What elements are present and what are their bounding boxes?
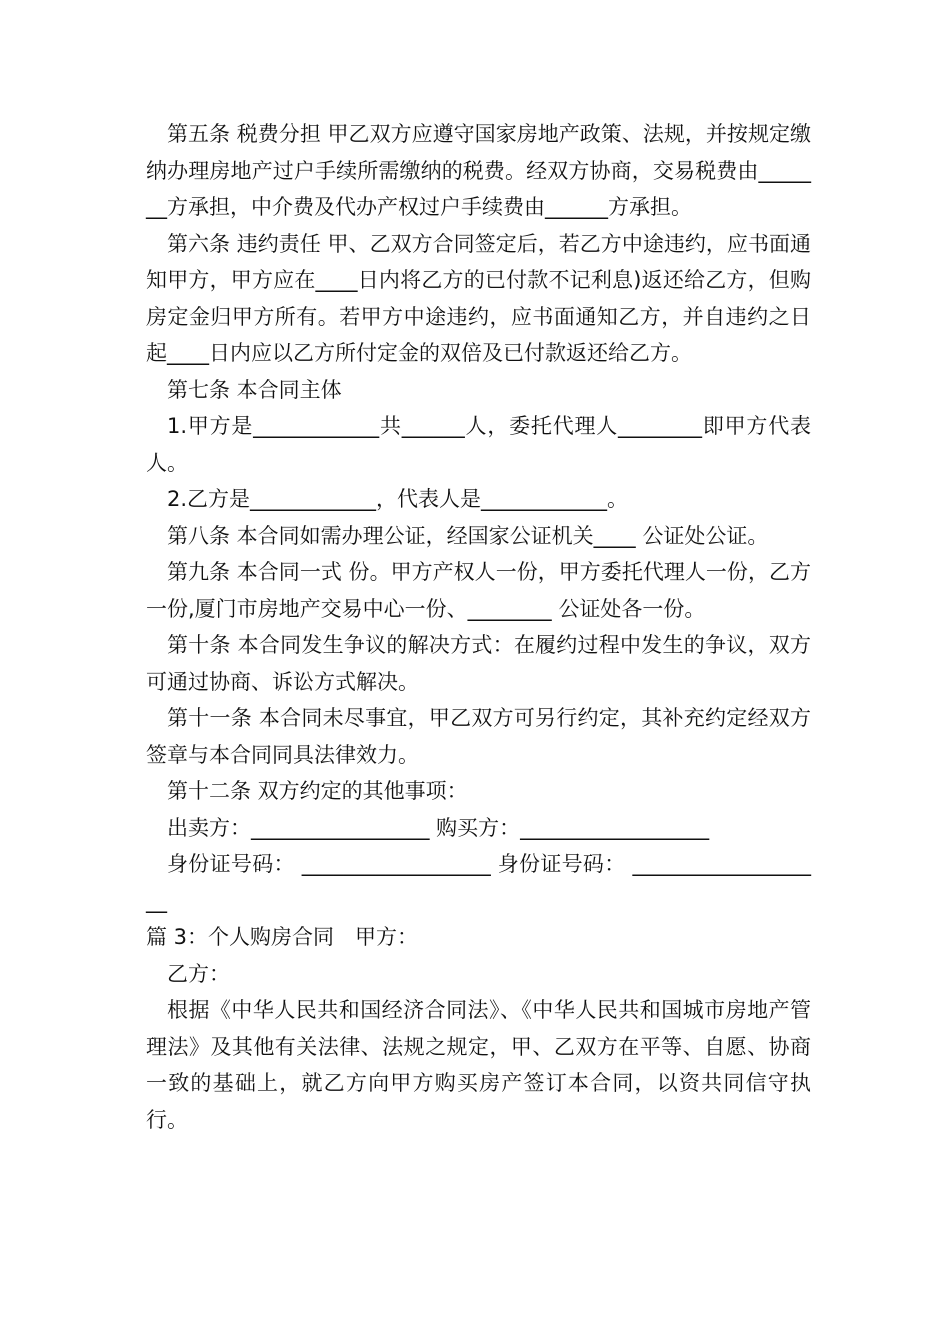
- section-3-title: 篇 3：个人购房合同 甲方：: [146, 925, 419, 949]
- clause-5-tax-sharing: 第五条 税费分担 甲乙双方应遵守国家房地产政策、法规，并按规定缴纳办理房地产过户手续所需缴纳的税费。经双方协商，交易税费由_______方承担，中介费及代办产权过户手续费由______方承担。: [146, 122, 811, 219]
- clause-12-other-matters: 第十二条 双方约定的其他事项：: [167, 779, 468, 803]
- clause-7-item-2: 2.乙方是____________，代表人是____________。: [167, 487, 629, 511]
- seller-buyer-line: 出卖方：_________________ 购买方：__________________: [167, 815, 710, 840]
- clause-7-item-1: 1.甲方是____________共______人，委托代理人________即甲方代表人。: [146, 414, 811, 475]
- clause-8-notarization: 第八条 本合同如需办理公证，经国家公证机关____ 公证处公证。: [167, 523, 769, 548]
- clause-6-breach-liability: 第六条 违约责任 甲、乙双方合同签定后，若乙方中途违约，应书面通知甲方，甲方应在____日内将乙方的已付款不记利息)返还给乙方，但购房定金归甲方所有。若甲方中途违约，应书面通知乙方，并自违约之日起____日内应以乙方所付定金的双倍及已付款返还给乙方。: [146, 231, 811, 365]
- clause-7-heading: 第七条 本合同主体: [167, 377, 342, 402]
- id-number-line: 身份证号码： __________________ 身份证号码： ___________________: [146, 852, 811, 913]
- party-b-label: 乙方：: [167, 961, 230, 986]
- clause-10-dispute-resolution: 第十条 本合同发生争议的解决方式：在履约过程中发生的争议，双方可通过协商、诉讼方式解决。: [146, 633, 811, 694]
- document-body: [146, 116, 811, 1138]
- clause-9-copies: 第九条 本合同一式 份。甲方产权人一份，甲方委托代理人一份，乙方一份,厦门市房地产交易中心一份、________ 公证处各一份。: [146, 560, 811, 621]
- clause-11-supplementary: 第十一条 本合同未尽事宜，甲乙双方可另行约定，其补充约定经双方签章与本合同同具法律效力。: [146, 706, 811, 767]
- preamble-paragraph: 根据《中华人民共和国经济合同法》、《中华人民共和国城市房地产管理法》及其他有关法律、法规之规定，甲、乙双方在平等、自愿、协商一致的基础上，就乙方向甲方购买房产签订本合同，以资共同信守执行。: [146, 998, 811, 1132]
